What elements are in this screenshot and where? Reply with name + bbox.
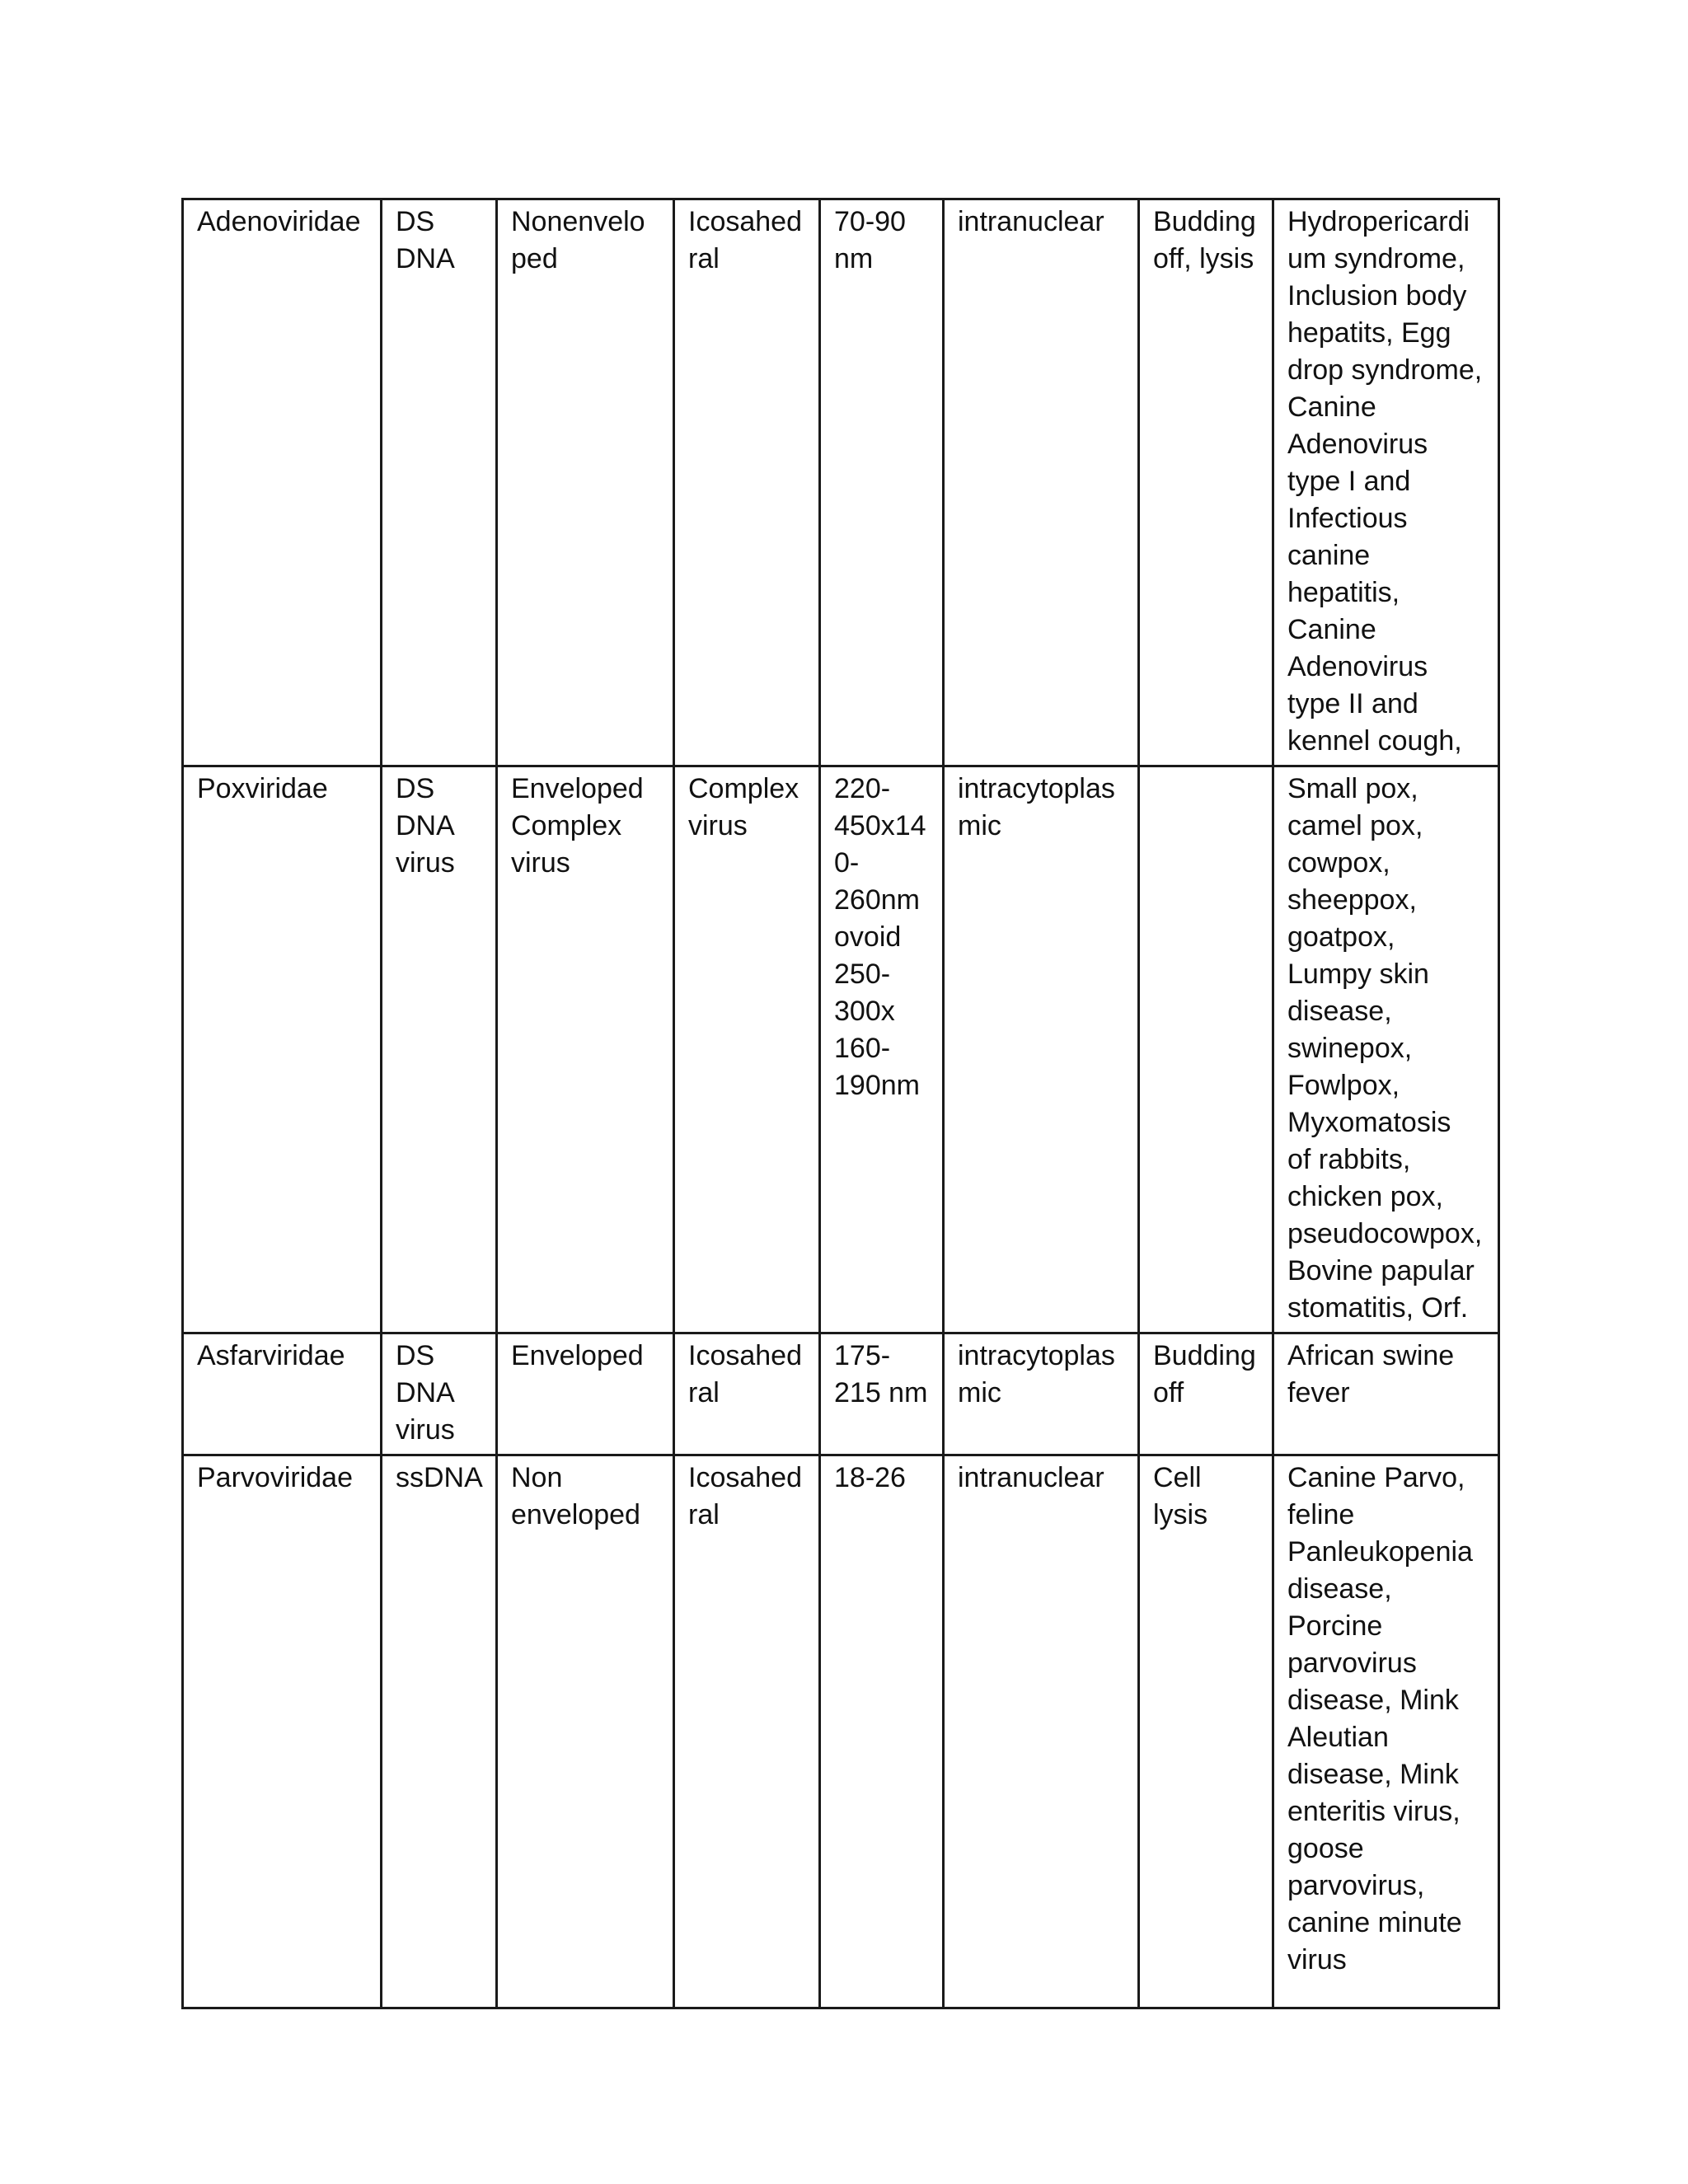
cell-genome: ssDNA: [382, 1455, 497, 2008]
table-row: [183, 199, 1499, 766]
virus-family-table: [181, 198, 1500, 2009]
cell-release: Budding off, lysis: [1139, 199, 1273, 766]
cell-family: Parvoviridae: [183, 1455, 382, 2008]
cell-size: 18-26: [820, 1455, 944, 2008]
cell-symmetry: Complex virus: [674, 766, 820, 1333]
table-row: [183, 766, 1499, 1333]
cell-diseases: African swine fever: [1273, 1333, 1499, 1455]
cell-replication-site: intracytoplas mic: [944, 766, 1139, 1333]
cell-replication-site: intranuclear: [944, 1455, 1139, 2008]
cell-release: Budding off: [1139, 1333, 1273, 1455]
cell-symmetry: Icosahed ral: [674, 1455, 820, 2008]
cell-family: Asfarviridae: [183, 1333, 382, 1455]
cell-genome: DS DNA virus: [382, 766, 497, 1333]
cell-envelope: Enveloped: [497, 1333, 674, 1455]
cell-family: Adenoviridae: [183, 199, 382, 766]
cell-envelope: Non enveloped: [497, 1455, 674, 2008]
table-row: [183, 1455, 1499, 2008]
cell-envelope: Nonenvelo ped: [497, 199, 674, 766]
cell-genome: DS DNA virus: [382, 1333, 497, 1455]
cell-diseases: Small pox, camel pox, cowpox, sheeppox, goatpox, Lumpy skin disease, swinepox, Fowlpox, Myxomatosis of rabbits, chicken pox, pseudocowpox, Bovine papular stomatitis, Orf.: [1273, 766, 1499, 1333]
cell-size: 220- 450x14 0- 260nm ovoid 250- 300x 160- 190nm: [820, 766, 944, 1333]
table-row: [183, 1333, 1499, 1455]
cell-envelope: Enveloped Complex virus: [497, 766, 674, 1333]
cell-release: Cell lysis: [1139, 1455, 1273, 2008]
cell-diseases: Hydropericardi um syndrome, Inclusion body hepatits, Egg drop syndrome, Canine Adenovirus type I and Infectious canine hepatitis, Canine Adenovirus type II and kennel cough,: [1273, 199, 1499, 766]
cell-size: 175- 215 nm: [820, 1333, 944, 1455]
cell-genome: DS DNA: [382, 199, 497, 766]
cell-size: 70-90 nm: [820, 199, 944, 766]
cell-diseases: Canine Parvo, feline Panleukopenia disease, Porcine parvovirus disease, Mink Aleutian disease, Mink enteritis virus, goose parvovirus, canine minute virus: [1273, 1455, 1499, 2008]
cell-replication-site: intranuclear: [944, 199, 1139, 766]
cell-symmetry: Icosahed ral: [674, 1333, 820, 1455]
cell-replication-site: intracytoplas mic: [944, 1333, 1139, 1455]
cell-family: Poxviridae: [183, 766, 382, 1333]
cell-release: [1139, 766, 1273, 1333]
cell-symmetry: Icosahed ral: [674, 199, 820, 766]
